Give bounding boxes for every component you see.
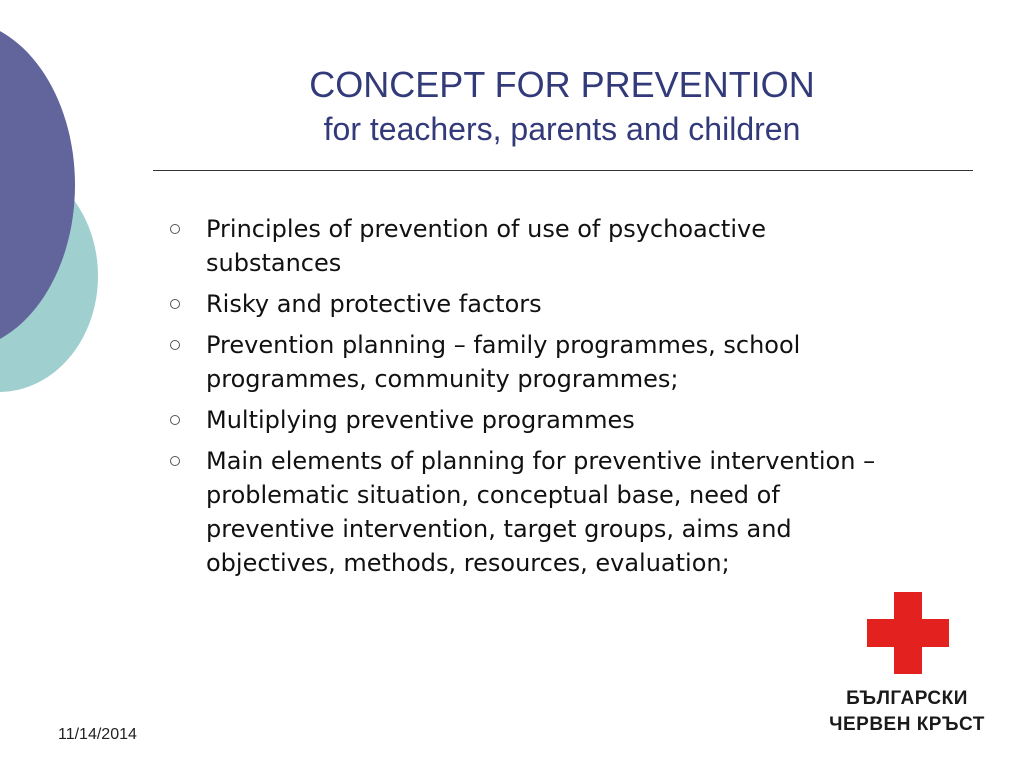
cross-horizontal-bar xyxy=(867,619,949,647)
bullet-item xyxy=(168,444,908,580)
bullet-circle-icon xyxy=(170,456,180,466)
bullet-item xyxy=(168,287,908,321)
bullet-text: Risky and protective factors xyxy=(206,290,542,318)
logo-text-line1: БЪЛГАРСКИ xyxy=(846,688,968,709)
title-divider xyxy=(153,170,973,171)
bulgarian-red-cross-logo xyxy=(822,588,992,748)
bullet-item xyxy=(168,328,908,396)
slide-date: 11/14/2014 xyxy=(58,726,137,743)
slide-title xyxy=(150,62,974,150)
red-cross-icon xyxy=(867,592,949,674)
bullet-circle-icon xyxy=(170,340,180,350)
bullet-list xyxy=(168,212,908,587)
bullet-circle-icon xyxy=(170,415,180,425)
bullet-text: Multiplying preventive programmes xyxy=(206,406,635,434)
bullet-item xyxy=(168,403,908,437)
bullet-circle-icon xyxy=(170,299,180,309)
logo-text-line2: ЧЕРВЕН КРЪСТ xyxy=(829,714,985,735)
title-main: CONCEPT FOR PREVENTION xyxy=(309,64,815,105)
bullet-item xyxy=(168,212,908,280)
bullet-text: Prevention planning – family programmes, school programmes, community programmes; xyxy=(206,331,801,393)
title-subtitle: for teachers, parents and children xyxy=(323,111,801,147)
bullet-text: Main elements of planning for preventive intervention – problematic situation, conceptual base, need of preventive intervention, target groups, aims and objectives, methods, resources, evaluation; xyxy=(206,447,876,577)
bullet-circle-icon xyxy=(170,224,180,234)
bullet-text: Principles of prevention of use of psychoactive substances xyxy=(206,215,766,277)
